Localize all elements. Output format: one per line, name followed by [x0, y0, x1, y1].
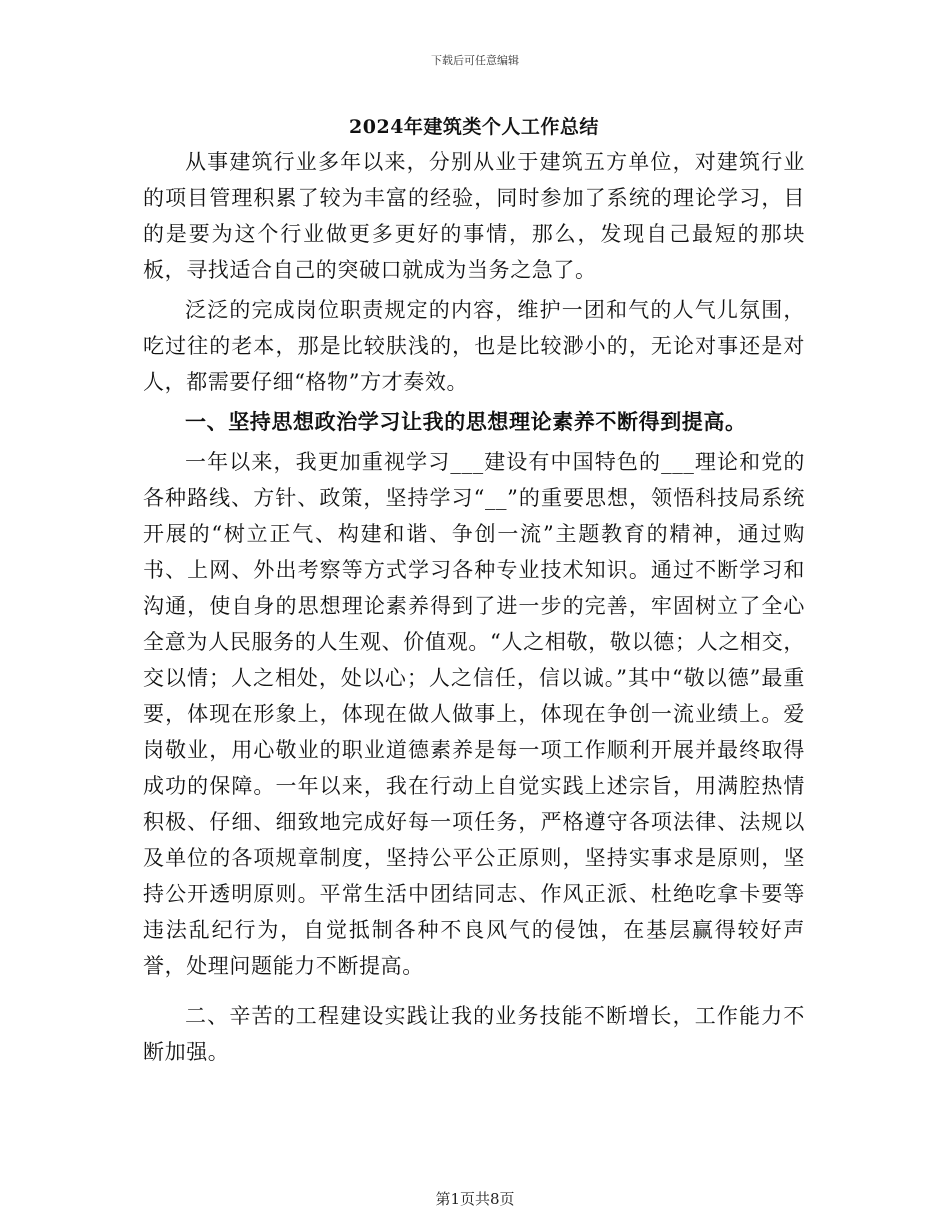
- page-footer: 第1页共8页: [435, 1190, 515, 1208]
- section-heading-1: 一、坚持思想政治学习让我的思想理论素养不断得到提高。: [185, 409, 747, 434]
- document-body: [143, 112, 805, 1070]
- paragraph-duty: 泛泛的完成岗位职责规定的内容，维护一团和气的人气儿氛围，吃过往的老本，那是比较肤浅的，也是比较渺小的，无论对事还是对人，都需要仔细“格物”方才奏效。: [143, 298, 805, 394]
- section-heading-2: 二、辛苦的工程建设实践让我的业务技能不断增长，工作能力不断加强。: [143, 1004, 805, 1064]
- paragraph-intro: 从事建筑行业多年以来，分别从业于建筑五方单位，对建筑行业的项目管理积累了较为丰富的经验，同时参加了系统的理论学习，目的是要为这个行业做更多更好的事情，那么，发现自己最短的那块板，寻找适合自己的突破口就成为当务之急了。: [143, 150, 805, 282]
- document-title: 2024年建筑类个人工作总结: [349, 116, 599, 138]
- paragraph-study: 一年以来，我更加重视学习___建设有中国特色的___理论和党的各种路线、方针、政策，坚持学习“__”的重要思想，领悟科技局系统开展的“树立正气、构建和谐、争创一流”主题教育的精神，通过购书、上网、外出考察等方式学习各种专业技术知识。通过不断学习和沟通，使自身的思想理论素养得到了进一步的完善，牢固树立了全心全意为人民服务的人生观、价值观。“人之相敬，敬以德；人之相交，交以情；人之相处，处以心；人之信任，信以诚。”其中“敬以德”最重要，体现在形象上，体现在做人做事上，体现在争创一流业绩上。爱岗敬业，用心敬业的职业道德素养是每一项工作顺利开展并最终取得成功的保障。一年以来，我在行动上自觉实践上述宗旨，用满腔热情积极、仔细、细致地完成好每一项任务，严格遵守各项法律、法规以及单位的各项规章制度，坚持公平公正原则，坚持实事求是原则，坚持公开透明原则。平常生活中团结同志、作风正派、杜绝吃拿卡要等违法乱纪行为，自觉抵制各种不良风气的侵蚀，在基层赢得较好声誉，处理问题能力不断提高。: [143, 450, 805, 978]
- header-note: 下载后可任意编辑: [431, 54, 519, 67]
